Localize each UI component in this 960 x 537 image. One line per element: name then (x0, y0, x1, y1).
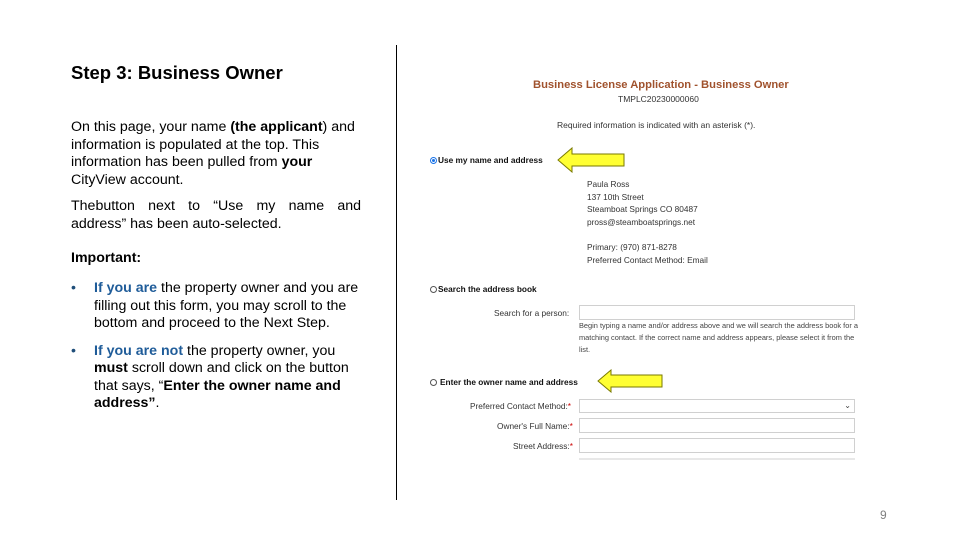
bold-text: Enter the owner name and address” (94, 377, 341, 411)
important-bullets (71, 280, 363, 423)
contact-method-select[interactable] (579, 399, 855, 413)
chevron-down-icon: ⌄ (844, 401, 851, 410)
applicant-contact-block (587, 178, 698, 229)
radio-selected-icon[interactable] (430, 157, 437, 164)
street-address-label: Street Address:* (513, 441, 573, 451)
search-help-text: Begin typing a name and/or address above and we will search the address book for a matching contact. If the correct name and address appears, please select it from the list. (579, 321, 858, 354)
owner-full-name-input[interactable] (579, 418, 855, 433)
radio-unselected-icon[interactable] (430, 286, 437, 293)
use-my-name-label: Use my name and address (438, 155, 543, 165)
intro-paragraph (71, 119, 361, 189)
contact-line: Steamboat Springs CO 80487 (587, 204, 698, 215)
search-address-book-label: Search the address book (438, 284, 537, 294)
contact-line: Preferred Contact Method: Email (587, 254, 708, 265)
applicant-phone-block (587, 241, 708, 266)
text-segment: the property owner and you are filling out this form, you may scroll to the bottom and proceed to the Next Step. (94, 280, 359, 331)
owner-full-name-label: Owner's Full Name:* (497, 421, 573, 431)
radio-unselected-icon[interactable] (430, 379, 437, 386)
search-person-input[interactable] (579, 305, 855, 320)
column-divider (396, 45, 397, 500)
use-my-name-option[interactable] (430, 155, 543, 165)
contact-method-label: Preferred Contact Method:* (470, 401, 572, 411)
auto-select-paragraph: Thebutton next to “Use my name and address” has been auto-selected. (71, 198, 361, 232)
bullet-icon: • (71, 280, 76, 296)
bold-text: must (94, 360, 128, 376)
yellow-arrow-icon (557, 147, 627, 173)
bold-text: your (281, 154, 313, 170)
bullet-item (71, 280, 363, 333)
enter-owner-label: Enter the owner name and address (440, 377, 578, 387)
text-segment: scroll down and click on the button that says, “ (94, 360, 349, 394)
contact-line: 137 10th Street (587, 191, 644, 202)
page-number: 9 (880, 508, 887, 522)
next-field-edge (579, 458, 855, 460)
slide-title: Step 3: Business Owner (71, 62, 283, 83)
highlight-text: If you are (94, 280, 158, 296)
form-title: Business License Application - Business Owner (533, 79, 789, 91)
contact-line: Paula Ross (587, 179, 630, 189)
text-segment: On this page, your name (71, 119, 231, 135)
text-segment: CityView account. (71, 171, 184, 188)
search-address-book-option[interactable] (430, 284, 537, 294)
enter-owner-option[interactable] (430, 377, 578, 387)
search-person-label: Search for a person: (494, 308, 570, 318)
bold-text: (the applicant (230, 119, 323, 135)
application-id: TMPLC20230000060 (618, 94, 699, 104)
contact-line: Primary: (970) 871-8278 (587, 242, 677, 252)
street-address-input[interactable] (579, 438, 855, 453)
required-note: Required information is indicated with an asterisk (*). (557, 120, 756, 130)
contact-line: pross@steamboatsprings.net (587, 217, 696, 228)
yellow-arrow-icon (597, 369, 665, 393)
important-heading: Important: (71, 250, 142, 266)
highlight-text: If you are not (94, 342, 184, 359)
text-segment: ) and information is populated at the top. This information has been pulled from (71, 119, 355, 170)
text-segment: . (155, 395, 160, 411)
bullet-icon: • (71, 342, 76, 359)
text-segment: the property owner, you (183, 342, 336, 359)
bullet-item (71, 343, 363, 413)
